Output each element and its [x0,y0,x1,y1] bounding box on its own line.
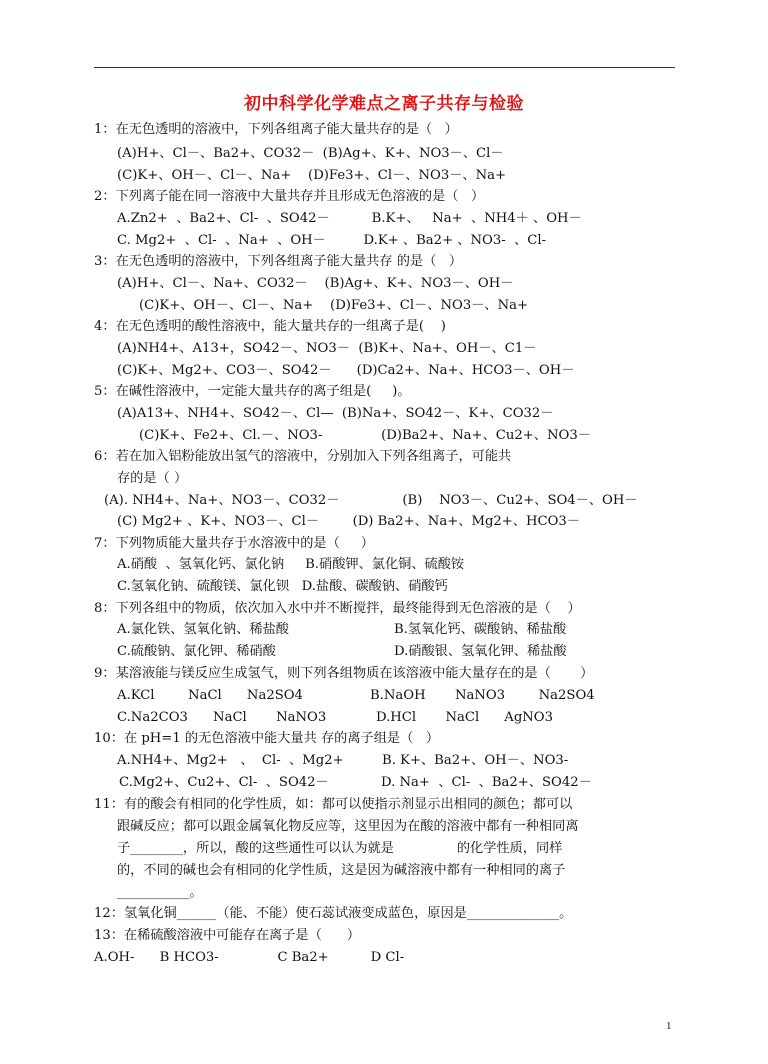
q6-options-ab: (A). NH4+、Na+、NO3－、CO32－ (B) NO3－、Cu2+、SO4－、OH－ [104,493,638,508]
question-8: 8：下列各组中的物质，依次加入水中并不断搅拌，最终能得到无色溶液的是（ ） [94,601,581,616]
q10-option-b: B. K+、Ba2+、OH－、NO3- [382,753,569,768]
question-1: 1：在无色透明的溶液中，下列各组离子能大量共存的是（ ） [94,122,458,137]
question-3: 3：在无色透明的溶液中，下列各组离子能大量共存 的是（ ） [94,254,463,269]
q1-options-cd: (C)K+、OH－、Cl－、Na+ (D)Fe3+、Cl－、NO3－、Na+ [117,168,507,183]
q7-options-cd: C.氢氧化钠、硫酸镁、氯化钡 D.盐酸、碳酸钠、硝酸钙 [117,579,448,594]
q3-options-cd: (C)K+、OH－、Cl－、Na+ (D)Fe3+、Cl－、NO3－、Na+ [139,298,529,313]
page-number: 1 [666,1020,672,1032]
q10-option-a: A.NH4+、Mg2+ 、 Cl- 、Mg2+ [117,753,344,768]
q2-options-cd: C. Mg2+ 、Cl- 、Na+ 、OH－ D.K+ 、Ba2+ 、NO3- 、Cl- [117,233,547,248]
q3-options-ab: (A)H+、Cl－、Na+、CO32－ (B)Ag+、K+、NO3－、OH－ [117,276,514,291]
q4-options-ab: (A)NH4+、A13+，SO42－、NO3－ (B)K+、Na+、OH－、C1－ [117,341,537,356]
q5-options-ab: (A)A13+、NH4+、SO42－、Cl— (B)Na+、SO42－、K+、CO32－ [117,406,554,421]
question-11-l3: 子________，所以，酸的这些通性可以认为就是 的化学性质，同样 [117,841,563,856]
q1-options-ab: (A)H+、Cl－、Ba2+、CO32－ (B)Ag+、K+、NO3－、Cl－ [117,146,504,161]
q9-option-a: A.KCl NaCl Na2SO4 [117,688,303,703]
header-rule [94,67,675,68]
q2-options-ab: A.Zn2+ 、Ba2+、Cl- 、SO42－ B.K+、 Na+ 、NH4＋ 、OH－ [117,211,582,226]
q8-option-a: A.氯化铁、氢氧化钠、稀盐酸 [117,622,289,637]
question-6-cont: 存的是（ ） [117,471,188,486]
question-11-l4: 的，不同的碱也会有相同的化学性质，这是因为碱溶液中都有一种相同的离子 [117,863,566,878]
question-4: 4：在无色透明的酸性溶液中，能大量共存的一组离子是( ) [94,319,446,334]
question-10: 10：在 pH=1 的无色溶液中能大量共 存的离子组是（ ） [94,731,440,746]
q10-option-d: D. Na+ 、Cl- 、Ba2+、SO42－ [381,775,592,790]
question-13: 13：在稀硫酸溶液中可能存在离子是（ ） [94,928,361,943]
q8-option-c: C.硫酸钠、氯化钾、稀硝酸 [117,644,276,659]
q7-options-ab: A.硝酸 、氢氧化钙、氯化钠 B.硝酸钾、氯化铜、硫酸铵 [117,557,465,572]
q9-option-b: B.NaOH NaNO3 Na2SO4 [370,688,595,703]
q10-option-c: C.Mg2+、Cu2+、Cl- 、SO42－ [119,775,329,790]
question-12: 12：氢氧化铜______（能、不能）使石蕊试液变成蓝色，原因是______________。 [94,906,573,921]
question-6: 6：若在加入铝粉能放出氢气的溶液中，分别加入下列各组离子，可能共 [94,449,512,464]
q4-options-cd: (C)K+、Mg2+、CO3－、SO42－ (D)Ca2+、Na+、HCO3－、OH－ [117,363,575,378]
question-11: 11：有的酸会有相同的化学性质，如：都可以使指示剂显示出相同的颜色；都可以 [94,797,573,812]
document-title: 初中科学化学难点之离子共存与检验 [244,94,524,114]
q6-options-cd: (C) Mg2+ 、K+、NO3－、Cl－ (D) Ba2+、Na+、Mg2+、HCO3－ [117,514,580,529]
q9-option-d: D.HCl NaCl AgNO3 [376,710,554,725]
q9-option-c: C.Na2CO3 NaCl NaNO3 [117,710,327,725]
question-11-l5: ___________。 [117,885,203,900]
question-9: 9：某溶液能与镁反应生成氢气，则下列各组物质在该溶液中能大量存在的是（ ） [94,666,594,681]
q8-option-d: D.硝酸银、氢氧化钾、稀盐酸 [394,644,567,659]
q8-option-b: B.氢氧化钙、碳酸钠、稀盐酸 [394,622,567,637]
q5-options-cd: (C)K+、Fe2+、Cl.－、NO3- (D)Ba2+、Na+、Cu2+、NO3－ [139,428,591,443]
question-2: 2：下列离子能在同一溶液中大量共存并且形成无色溶液的是（ ） [94,189,485,204]
question-11-l2: 跟碱反应；都可以跟金属氧化物反应等，这里因为在酸的溶液中都有一种相同离 [117,819,579,834]
question-5: 5：在碱性溶液中，一定能大量共存的离子组是( )。 [94,384,411,399]
question-7: 7：下列物质能大量共存于水溶液中的是（ ） [94,536,374,551]
q13-options: A.OH- B HCO3- C Ba2+ D Cl- [94,950,405,965]
